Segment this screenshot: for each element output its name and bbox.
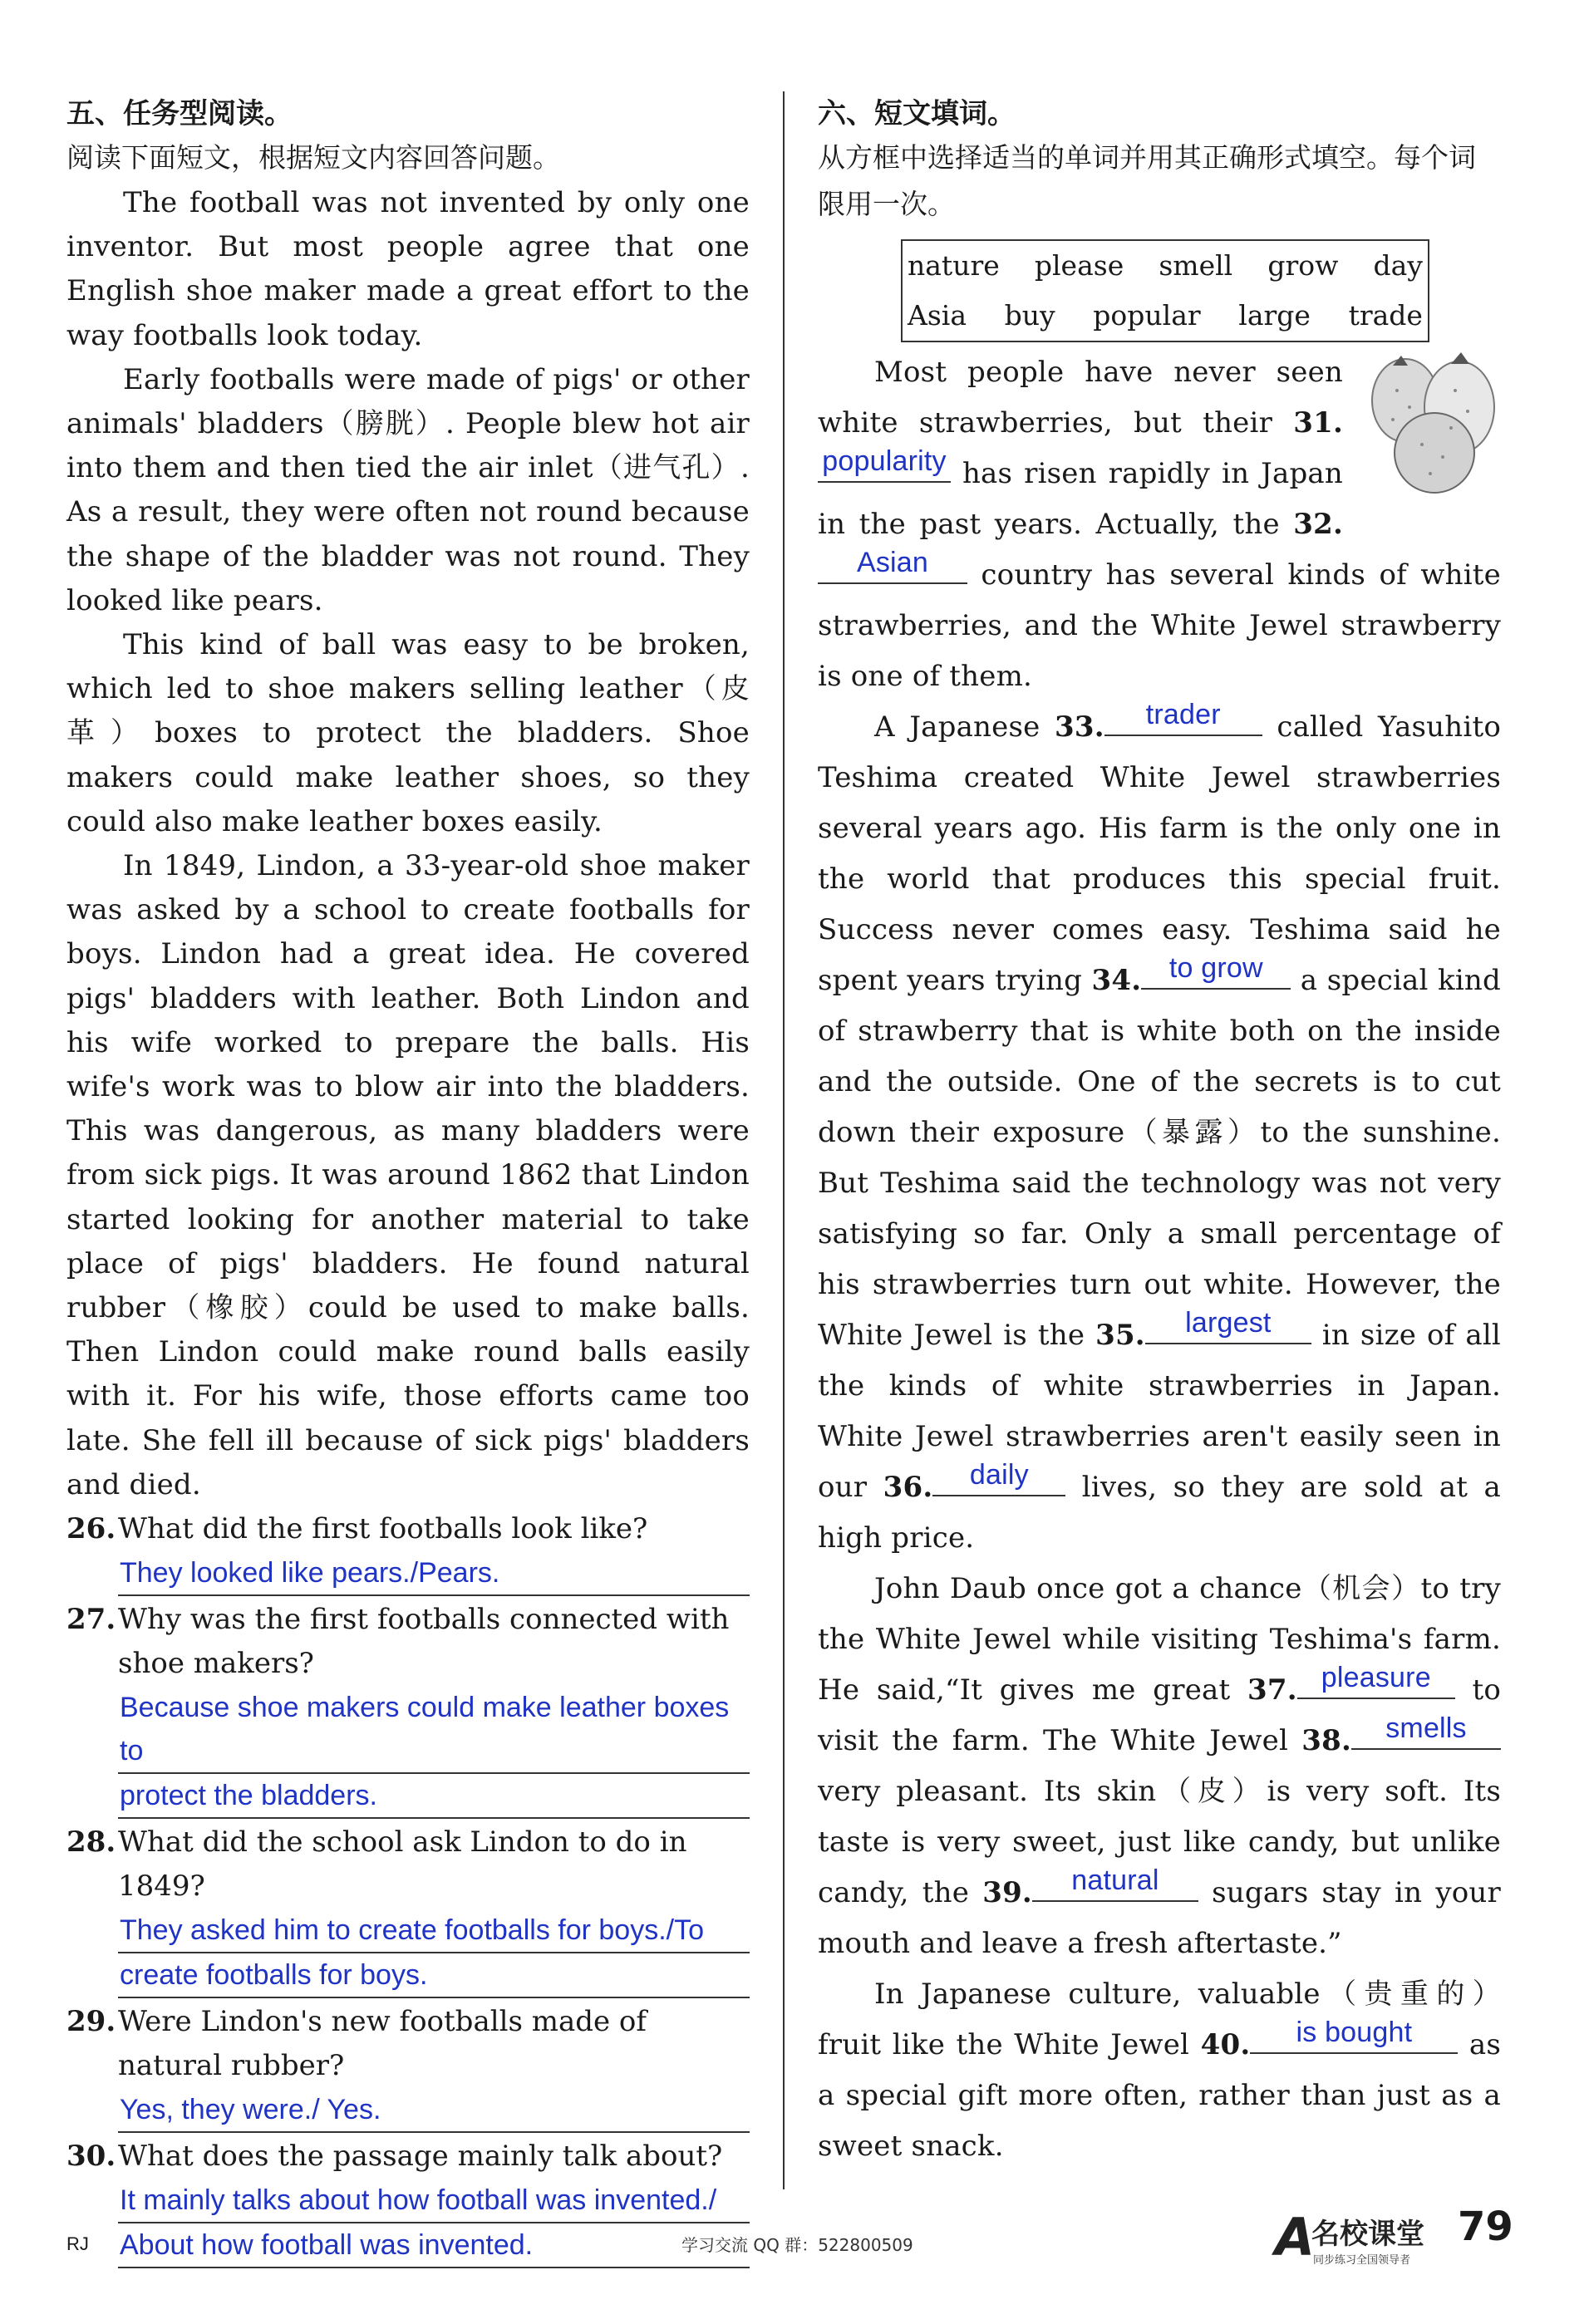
blank-33[interactable] [1104,699,1262,736]
paragraph-text: In Japanese culture, valuable（贵重的）fruit like the White Jewel [818,1978,1501,2061]
blank-36[interactable] [932,1459,1065,1496]
question-number: 28. [66,1825,116,1860]
question-number: 30. [66,2140,116,2174]
passage-paragraph: Early footballs were made of pigs' or other animals' bladders（膀胱）. People blew hot air into them and then tied the air inlet（进气孔）. As a result, they were often not round because the shape of the bladder was not round. They looked like pears. [66,362,750,617]
paragraph-text: sugars stay in your mouth and leave a fresh aftertaste.” [818,1876,1501,1960]
blank-number: 40. [1200,2028,1251,2061]
question-number: 26. [66,1512,116,1546]
passage-paragraph: In 1849, Lindon, a 33-year-old shoe maker was asked by a school to create footballs for boys. Lindon had a great idea. He covered pigs' bladders with leather. Both Lindon and his wife worked to prepare the balls. His wife's work was to blow air into the bladders. This was dangerous, as many bladders were from sick pigs. It was around 1862 that Lindon started looking for another material to take place of pigs' bladders. He found natural rubber（橡胶）could be used to make balls. Then Lindon could make round balls easily with it. For his wife, those efforts came too late. She fell ill because of sick pigs' bladders and died. [66,849,750,1501]
blank-answer: to grow [1168,952,1263,984]
paragraph-text: John Daub once got a chance（机会）to try the White Jewel while visiting Teshima's farm. He said,“It gives me great [818,1572,1501,1707]
word-box [901,239,1429,342]
reading-task-section [66,93,750,2268]
question-26 [66,1507,750,1596]
answer-line[interactable]: About how football was invented. [118,2223,750,2268]
blank-answer: trader [1145,699,1221,730]
blank-answer: popularity [822,445,947,477]
cloze-section [818,93,1501,2172]
cloze-paragraph [818,699,1501,1564]
blank-40[interactable] [1250,2017,1458,2054]
section-instruction: 从方框中选择适当的单词并用其正确形式填空。每个词限用一次。 [818,141,1476,220]
blank-answer: Asian [856,547,929,578]
blank-31[interactable] [818,445,951,483]
question-number: 29. [66,2005,116,2039]
blank-number: 38. [1301,1724,1351,1757]
paragraph-text: country has several kinds of white strawberries, and the White Jewel strawberry is one of them. [818,558,1501,693]
question-29 [66,2000,750,2133]
blank-answer: largest [1185,1307,1272,1339]
paragraph-text: lives, so they are sold at a high price. [818,1471,1501,1555]
question-28 [66,1820,750,1998]
paragraph-text: has risen rapidly in Japan in the past years. Actually, the [818,457,1343,541]
answer-line[interactable]: Because shoe makers could make leather boxes to [118,1686,750,1774]
paragraph-text: in size of all the kinds of white strawberries in Japan. White Jewel strawberries aren't easily seen in our [818,1319,1501,1504]
passage-paragraph: The football was not invented by only one inventor. But most people agree that one English shoe maker made a great effort to the way footballs look today. [66,186,750,352]
blank-number: 35. [1095,1319,1145,1352]
word-option: trade [1348,299,1423,332]
blank-38[interactable] [1351,1712,1501,1750]
word-option: nature [908,249,1000,282]
passage-paragraph: This kind of ball was easy to be broken, which led to shoe makers selling leather（皮革）boxes to protect the bladders. Shoe makers could make leather shoes, so they could also make leather boxes easily. [66,628,750,838]
section-instruction: 阅读下面短文，根据短文内容回答问题。 [66,141,560,174]
blank-number: 32. [1293,508,1343,541]
blank-32[interactable] [818,547,967,584]
blank-answer: pleasure [1321,1662,1431,1693]
logo-letter: A [1275,2207,1315,2267]
logo-tagline: 同步练习全国领导者 [1313,2254,1411,2267]
blank-number: 33. [1055,710,1104,744]
paragraph-text: called Yasuhito Teshima created White Jewel strawberries several years ago. His farm is the only one in the world that produces this special fruit. Success never comes easy. Teshima said he spent years trying [818,710,1501,997]
word-option: large [1238,299,1311,332]
blank-answer: smells [1385,1712,1467,1744]
section-title: 六、短文填词。 [818,97,1016,130]
answer-line[interactable]: They asked him to create footballs for boys./To [118,1909,750,1953]
page-number: 79 [1458,2204,1513,2250]
answer-line[interactable]: create footballs for boys. [118,1953,750,1998]
paragraph-text: A Japanese [874,710,1055,744]
blank-39[interactable] [1032,1865,1198,1902]
word-option: please [1034,249,1124,282]
word-box-row [908,241,1423,291]
publisher-logo [1272,2204,1454,2270]
cloze-paragraph [818,1969,1501,2172]
blank-number: 31. [1293,406,1343,440]
word-box-row [908,291,1423,341]
blank-37[interactable] [1297,1662,1455,1699]
word-option: popular [1093,299,1201,332]
section-title: 五、任务型阅读。 [66,97,293,130]
blank-35[interactable] [1145,1307,1311,1344]
paragraph-text: a special kind of strawberry that is white both on the inside and the outside. One of the secrets is to cut down their exposure（暴露）to the sunshine. But Teshima said the technology was not very satisfying so far. Only a small percentage of his strawberries turn out white. However, the White Jewel is the [818,964,1501,1352]
paragraph-text: as a special gift more often, rather than just as a sweet snack. [818,2028,1501,2163]
blank-number: 37. [1247,1673,1297,1707]
paragraph-text: Most people have never seen white strawberries, but their [818,356,1343,440]
blank-number: 36. [883,1471,933,1504]
blank-number: 39. [982,1876,1032,1909]
word-option: smell [1159,249,1233,282]
question-27 [66,1598,750,1819]
answer-line[interactable]: Yes, they were./ Yes. [118,2088,750,2133]
question-text: What did the first footballs look like? [118,1512,648,1546]
blank-answer: daily [969,1459,1029,1491]
answer-line[interactable]: It mainly talks about how football was invented./ [118,2179,750,2223]
blank-answer: natural [1071,1865,1159,1896]
question-number: 27. [66,1603,116,1637]
answer-line[interactable]: They looked like pears./Pears. [118,1551,750,1596]
paragraph-text: very pleasant. Its skin（皮）is very soft. Its taste is very sweet, just like candy, but unlike candy, the [818,1775,1501,1909]
word-option: Asia [908,299,967,332]
word-option: day [1373,249,1423,282]
blank-number: 34. [1091,964,1142,997]
word-option: grow [1267,249,1339,282]
logo-text: 名校课堂 [1311,2218,1424,2251]
column-divider [783,91,785,2189]
question-text: What does the passage mainly talk about? [118,2140,723,2174]
cloze-paragraph [818,1564,1501,1969]
qq-group-text: 学习交流 QQ 群：522800509 [681,2235,913,2255]
answer-line[interactable]: protect the bladders. [118,1774,750,1819]
question-text: Why was the first footballs connected with shoe makers? [118,1603,730,1681]
question-30 [66,2135,750,2268]
blank-34[interactable] [1141,952,1291,990]
word-option: buy [1004,299,1055,332]
edition-label: RJ [66,2233,89,2254]
cloze-paragraph [818,347,1501,702]
question-text: Were Lindon's new footballs made of natural rubber? [118,2005,647,2083]
question-text: What did the school ask Lindon to do in 1849? [118,1825,687,1904]
strawberry-image [1360,349,1501,499]
paragraph-text: to visit the farm. The White Jewel [818,1673,1502,1757]
blank-answer: is bought [1296,2017,1413,2048]
